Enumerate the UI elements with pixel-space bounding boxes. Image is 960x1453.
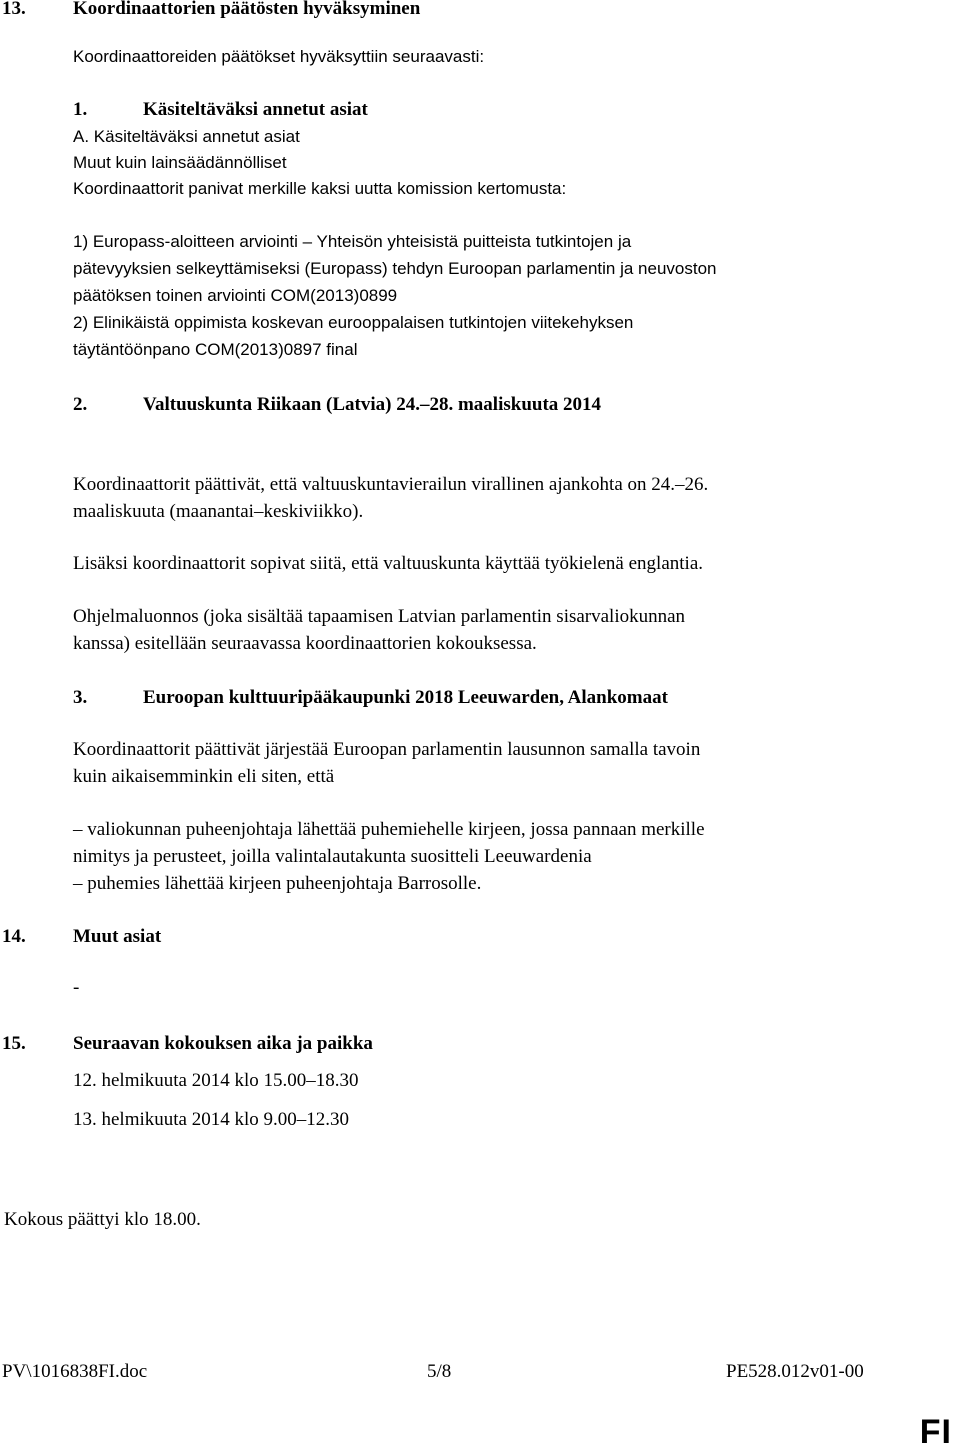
- report-line: täytäntöönpano COM(2013)0897 final: [73, 340, 358, 359]
- item-1-line: Koordinaattorit panivat merkille kaksi uutta komission kertomusta:: [73, 179, 567, 198]
- report-line: 2) Elinikäistä oppimista koskevan eurooppalaisen tutkintojen viitekehyksen: [73, 313, 634, 332]
- item-2-number: 2.: [73, 394, 88, 415]
- item-2-paragraph-3: kanssa) esitellään seuraavassa koordinaattorien kokouksessa.: [73, 633, 537, 654]
- section-14-number: 14.: [2, 926, 26, 947]
- item-3-paragraph: kuin aikaisemminkin eli siten, että: [73, 766, 335, 787]
- section-13-title: Koordinaattorien päätösten hyväksyminen: [73, 0, 421, 19]
- section-13-intro: Koordinaattoreiden päätökset hyväksyttiin seuraavasti:: [73, 47, 485, 66]
- bullet-line: – puhemies lähettää kirjeen puheenjohtaja Barrosolle.: [73, 873, 482, 894]
- meeting-date: 12. helmikuuta 2014 klo 15.00–18.30: [73, 1070, 359, 1091]
- meeting-date: 13. helmikuuta 2014 klo 9.00–12.30: [73, 1109, 350, 1130]
- item-2-paragraph-1: maaliskuuta (maanantai–keskiviikko).: [73, 501, 364, 522]
- footer-page-number: 5/8: [427, 1361, 452, 1382]
- section-14-title: Muut asiat: [73, 926, 162, 947]
- item-1-title: Käsiteltäväksi annetut asiat: [143, 99, 368, 120]
- section-13-number: 13.: [2, 0, 26, 19]
- bullet-line: – valiokunnan puheenjohtaja lähettää puhemiehelle kirjeen, jossa pannaan merkille: [73, 819, 705, 840]
- footer-doc-ref: PV\1016838FI.doc: [2, 1361, 148, 1382]
- item-1-line: A. Käsiteltäväksi annetut asiat: [73, 127, 300, 146]
- section-15-number: 15.: [2, 1033, 26, 1054]
- item-2-title: Valtuuskunta Riikaan (Latvia) 24.–28. maaliskuuta 2014: [143, 394, 602, 415]
- bullet-line: nimitys ja perusteet, joilla valintalautakunta suositteli Leeuwardenia: [73, 846, 592, 867]
- item-2-paragraph-1: Koordinaattorit päättivät, että valtuuskuntavierailun virallinen ajankohta on 24.–26.: [73, 474, 709, 495]
- item-3-number: 3.: [73, 687, 88, 708]
- report-line: pätevyyksien selkeyttämiseksi (Europass) tehdyn Euroopan parlamentin ja neuvoston: [73, 259, 717, 278]
- report-line: 1) Europass-aloitteen arviointi – Yhteisön yhteisistä puitteista tutkintojen ja: [73, 232, 632, 251]
- footer-pe-ref: PE528.012v01-00: [726, 1361, 864, 1382]
- item-2-paragraph-3: Ohjelmaluonnos (joka sisältää tapaamisen Latvian parlamentin sisarvaliokunnan: [73, 606, 686, 627]
- item-1-line: Muut kuin lainsäädännölliset: [73, 153, 287, 172]
- item-2-paragraph-2: Lisäksi koordinaattorit sopivat siitä, että valtuuskunta käyttää työkielenä englantia.: [73, 553, 703, 574]
- closing-statement: Kokous päättyi klo 18.00.: [4, 1209, 201, 1230]
- section-14-content: -: [73, 977, 80, 998]
- section-15-title: Seuraavan kokouksen aika ja paikka: [73, 1033, 373, 1054]
- language-badge: FI: [919, 1413, 952, 1451]
- item-3-title: Euroopan kulttuuripääkaupunki 2018 Leeuwarden, Alankomaat: [143, 687, 668, 708]
- item-1-number: 1.: [73, 99, 88, 120]
- report-line: päätöksen toinen arviointi COM(2013)0899: [73, 286, 398, 305]
- item-3-paragraph: Koordinaattorit päättivät järjestää Euroopan parlamentin lausunnon samalla tavoin: [73, 739, 701, 760]
